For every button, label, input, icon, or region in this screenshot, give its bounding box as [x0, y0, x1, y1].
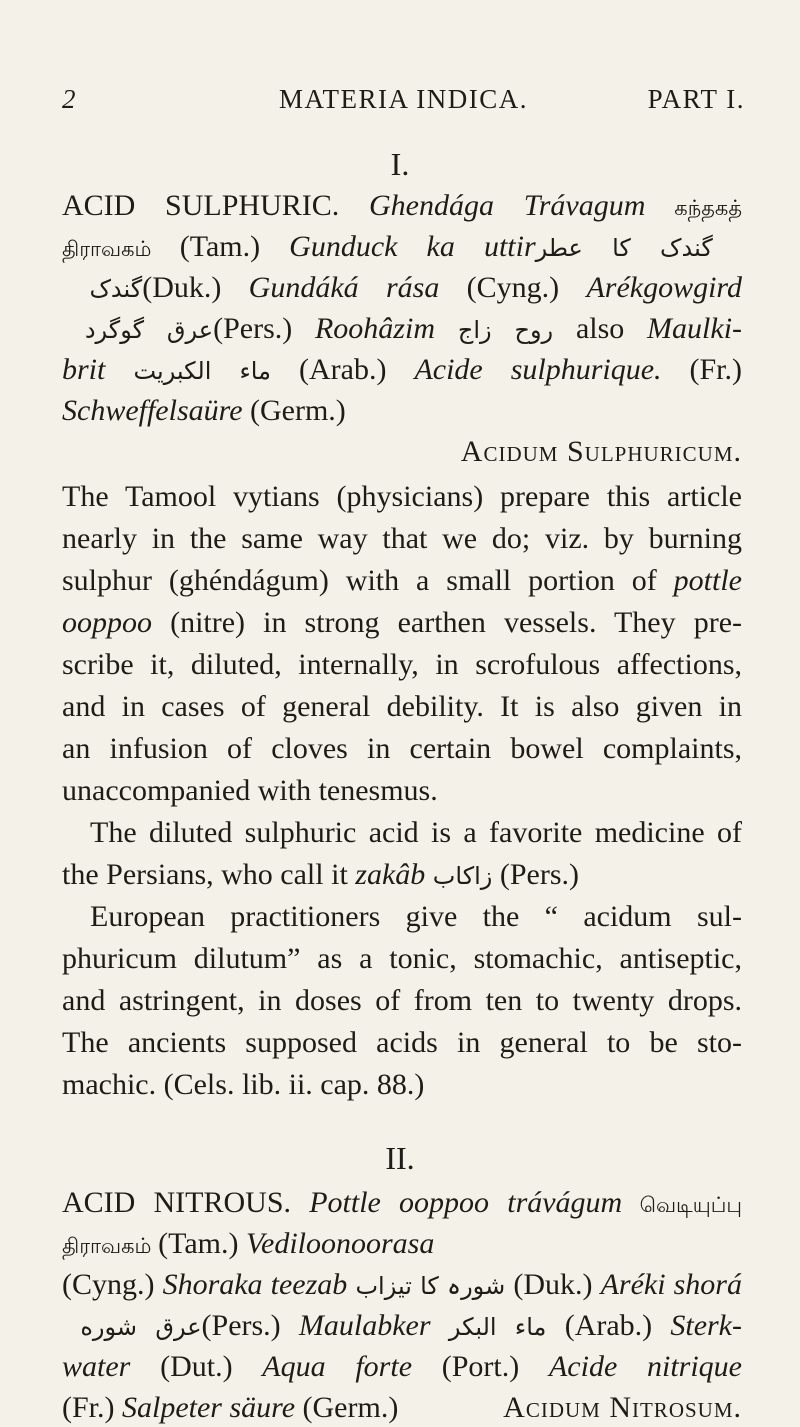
- italic-term: ooppoo: [62, 606, 152, 639]
- synonym-line: [62, 228, 742, 268]
- italic-term: Gundáká rása: [248, 271, 440, 304]
- arabic-script-term: ماء البكر: [430, 1313, 565, 1341]
- body-text-line: [62, 982, 742, 1020]
- tamil-script-term: திராவகம்: [62, 237, 180, 261]
- italic-term: Salpeter säure: [122, 1391, 296, 1424]
- text-run: (Germ.): [295, 1391, 399, 1424]
- body-text-line: [62, 940, 742, 978]
- text-run: (nitre) in strong earthen vessels. They pre-: [152, 606, 742, 639]
- text-run: (Fr.): [661, 353, 743, 386]
- italic-term: Roohâzim: [314, 312, 435, 345]
- latin-name: Acidum Nitrosum.: [503, 1391, 742, 1424]
- synonym-line: [62, 351, 742, 390]
- body-text-line: [62, 1066, 742, 1104]
- text-run: an infusion of cloves in certain bowel complaints,: [62, 732, 742, 765]
- synonym-line: [62, 1348, 742, 1386]
- text-run: ACID NITROUS.: [62, 1186, 310, 1219]
- latin-name: Acidum Sulphuricum.: [460, 435, 742, 468]
- text-run: and in cases of general debility. It is also given in: [62, 690, 742, 723]
- text-run: unaccompanied with tenesmus.: [62, 774, 438, 807]
- text-run: (Dut.): [130, 1350, 263, 1383]
- body-text-line: [90, 814, 742, 852]
- italic-term: pottle: [673, 564, 742, 597]
- part-label: PART I.: [647, 84, 745, 114]
- italic-term: Maulki-: [647, 312, 743, 345]
- italic-term: Acide sulphurique.: [414, 353, 662, 386]
- body-text-line: [62, 688, 742, 726]
- text-run: The diluted sulphuric acid is a favorite medicine of: [90, 816, 742, 849]
- synonym-line: [62, 187, 742, 227]
- italic-term: Schweffelsaüre: [62, 394, 243, 427]
- italic-term: water: [62, 1350, 131, 1383]
- synonym-line: [62, 310, 742, 349]
- body-text-line: [62, 646, 742, 684]
- text-run: also: [575, 312, 648, 345]
- text-run: (Germ.): [242, 394, 346, 427]
- italic-term: Pottle ooppoo trávágum: [309, 1186, 623, 1219]
- body-text-line: [62, 562, 742, 600]
- italic-term: Aqua forte: [262, 1350, 413, 1383]
- synonym-line: [62, 392, 742, 430]
- text-run: (Arab.): [564, 1309, 671, 1342]
- italic-term: Arékgowgird: [586, 271, 742, 304]
- text-run: (Fr.): [62, 1391, 122, 1424]
- text-run: sulphur (ghéndágum) with a small portion of: [62, 564, 674, 597]
- text-run: the Persians, who call it: [62, 858, 356, 891]
- synonym-line: [62, 1184, 742, 1224]
- section-numeral-1: I.: [390, 146, 410, 182]
- text-run: machic. (Cels. lib. ii. cap. 88.): [62, 1068, 425, 1101]
- arabic-script-term: گندک کا عطر: [535, 234, 742, 262]
- tamil-script-term: திராவகம்: [62, 1234, 159, 1258]
- text-run: (Port.): [412, 1350, 549, 1383]
- text-run: The Tamool vytians (physicians) prepare this article: [62, 480, 742, 513]
- tamil-script-term: கந்தகத்: [645, 196, 743, 220]
- text-run: nearly in the same way that we do; viz. by burning: [62, 522, 742, 555]
- italic-term: Ghendága Trávagum: [369, 189, 646, 222]
- arabic-script-term: عرق شوره: [62, 1313, 202, 1341]
- italic-term: Aréki shorá: [600, 1268, 742, 1301]
- running-title: MATERIA INDICA.: [279, 84, 528, 114]
- italic-term: Gunduck ka uttir: [289, 230, 536, 263]
- text-run: [425, 858, 433, 891]
- synonym-line: [62, 269, 742, 308]
- arabic-script-term: گندک: [62, 275, 143, 303]
- text-run: scribe it, diluted, internally, in scrofulous affections,: [62, 648, 742, 681]
- text-run: (Duk.): [513, 1268, 601, 1301]
- text-run: (Arab.): [299, 353, 415, 386]
- text-run: (Pers.): [492, 858, 580, 891]
- synonym-line: [62, 1307, 742, 1346]
- synonym-line: [62, 1266, 742, 1305]
- body-text-line: [90, 898, 742, 936]
- text-run: (Cyng.): [62, 1268, 163, 1301]
- arabic-script-term: شورہ کا تیزاب: [347, 1272, 514, 1300]
- body-text-line: [62, 478, 742, 516]
- arabic-script-term: روح زاج: [434, 316, 576, 344]
- text-run: (Pers.): [201, 1309, 299, 1342]
- italic-term: Acide nitrique: [548, 1350, 742, 1383]
- arabic-script-term: زاكاب: [432, 862, 493, 890]
- synonym-line: [62, 1225, 742, 1265]
- section-numeral-2: II.: [385, 1140, 415, 1176]
- text-run: phuricum dilutum” as a tonic, stomachic, antiseptic,: [62, 942, 742, 975]
- text-run: (Duk.): [142, 271, 249, 304]
- text-run: (Pers.): [213, 312, 315, 345]
- body-text-line: [62, 1024, 742, 1062]
- page-number: 2: [62, 84, 77, 114]
- text-run: The ancients supposed acids in general to be sto-: [62, 1026, 742, 1059]
- italic-term: zakâb: [355, 858, 426, 891]
- arabic-script-term: ماء الكبريت: [105, 357, 300, 385]
- text-run: (Cyng.): [439, 271, 587, 304]
- tamil-script-term: வெடியுப்பு: [622, 1193, 743, 1217]
- italic-term: Sterk-: [670, 1309, 742, 1342]
- italic-term: Maulabker: [298, 1309, 431, 1342]
- text-run: (Tam.): [158, 1227, 247, 1260]
- running-header: [62, 84, 745, 120]
- text-run: and astringent, in doses of from ten to twenty drops.: [62, 984, 742, 1017]
- body-text-line: [62, 520, 742, 558]
- text-run: (Tam.): [179, 230, 290, 263]
- text-run: European practitioners give the “ acidum sul-: [90, 900, 742, 933]
- italic-term: brit: [62, 353, 106, 386]
- italic-term: Vediloonoorasa: [246, 1227, 435, 1260]
- arabic-script-term: عرق گوگرد: [62, 316, 214, 344]
- body-text-line: [62, 772, 742, 810]
- italic-term: Shoraka teezab: [162, 1268, 348, 1301]
- body-text-line: [62, 730, 742, 768]
- body-text-line: [62, 856, 742, 895]
- body-text-line: [62, 604, 742, 642]
- text-run: ACID SULPHURIC.: [62, 189, 369, 222]
